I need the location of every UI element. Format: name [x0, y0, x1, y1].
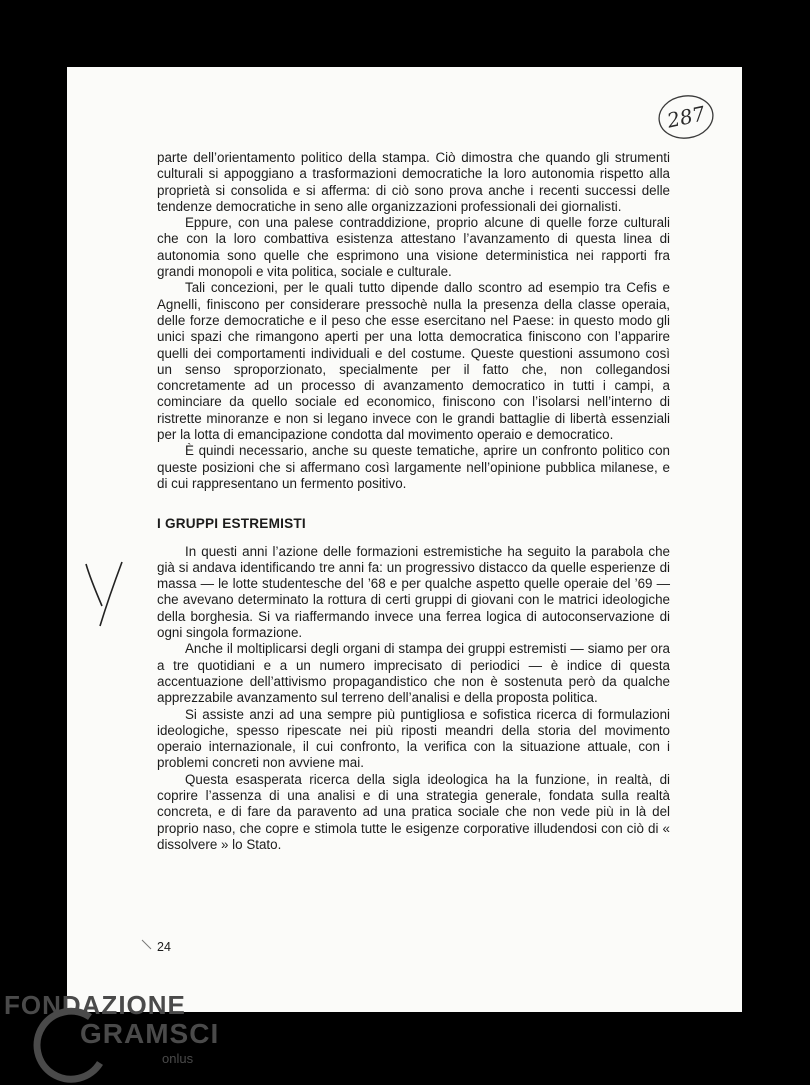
paragraph: In questi anni l’azione delle formazioni estremistiche ha seguito la parabola che già si andava identificando tre anni fa: un progressivo distacco da quelle esperienze di massa — le lotte studentesche del ’68 e per qualche aspetto quelle operaie del ’69 — che avevano determinato la rottura di certi gruppi di giovani con le matrici ideologiche della borghesia. Si va riaffermando invece una ferrea logica di autoconservazione di ogni singola formazione. [157, 543, 670, 641]
logo-line-2: GRAMSCI [80, 1018, 220, 1049]
pencil-tick-mark [140, 938, 154, 952]
handwritten-folio-number [655, 92, 717, 142]
handwritten-check-mark [80, 558, 130, 630]
folio-number-text: 287 [664, 101, 708, 133]
fondazione-gramsci-watermark [0, 985, 230, 1080]
section-heading: I GRUPPI ESTREMISTI [157, 516, 306, 532]
paragraph: parte dell’orientamento politico della stampa. Ciò dimostra che quando gli strumenti culturali si appoggiano a trasformazioni democratiche la loro autonomia rispetto alla proprietà si consolida e si afferma: di ciò sono prova anche i recenti successi delle tendenze democratiche in seno alle organizzazioni professionali dei giornalisti. [157, 150, 670, 214]
paragraph: Tali concezioni, per le quali tutto dipende dallo scontro ad esempio tra Cefis e Agnelli, finiscono per considerare pressochè nulla la presenza della classe operaia, delle forze democratiche e il peso che esse esercitano nel Paese: in questo modo gli unici spazi che rimangono aperti per una lotta democratica finiscono con l’apparire quelli dei comportamenti individuali e del costume. Queste questioni assumono così un senso sproporzionato, specialmente per il fatto che, non collegandosi concretamente ad un processo di avanzamento democratico in tutti i campi, a cominciare da quello sociale ed economico, finiscono con l’isolarsi nell’interno di ristrette minoranze e non si legano invece con le grandi battaglie di libertà essenziali per la lotta di emancipazione condotta dal movimento operaio e democratico. [157, 280, 670, 443]
paragraph: Questa esasperata ricerca della sigla ideologica ha la funzione, in realtà, di coprire l’assenza di una analisi e di una strategia generale, fondata sulla realtà concreta, e di fare da paravento ad una pratica sociale che non vede più in là del proprio naso, che copre e stimola tutte le esigenze corporative illudendosi con ciò di « dissolvere » lo Stato. [157, 771, 670, 852]
logo-line-3: onlus [162, 1051, 194, 1066]
paragraph: È quindi necessario, anche su queste tematiche, aprire un confronto politico con queste posizioni che si affermano così largamente nell’opinione pubblica milanese, e di cui rappresentano un fermento positivo. [157, 443, 670, 491]
paragraph: Anche il moltiplicarsi degli organi di stampa dei gruppi estremisti — siamo per ora a tre quotidiani e a un numero imprecisato di periodici — è indice di questa accentuazione dell’attivismo propagandistico che non è sostenuta però da qualche apprezzabile avanzamento sul terreno dell’analisi e della proposta politica. [157, 641, 670, 706]
logo-line-1: FONDAZIONE [4, 990, 186, 1020]
document-body [157, 150, 670, 853]
page-number: 24 [157, 940, 171, 954]
paragraph: Si assiste anzi ad una sempre più puntigliosa e sofistica ricerca di formulazioni ideologiche, spesso ripescate nei più riposti meandri della storia del movimento operaio internazionale, il cui confronto, la verifica con la situazione attuale, con i problemi concreti non avviene mai. [157, 706, 670, 771]
paragraph: Eppure, con una palese contraddizione, proprio alcune di quelle forze culturali che con la loro combattiva esistenza attestano l’avanzamento di questa linea di autonomia sono quelle che esprimono una visione deterministica nei rapporti fra grandi monopoli e vita politica, sociale e culturale. [157, 215, 670, 280]
